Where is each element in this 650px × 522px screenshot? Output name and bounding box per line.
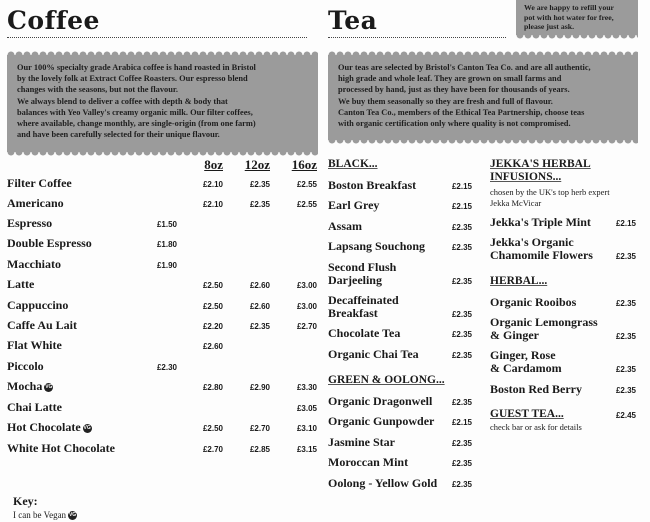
coffee-price-16oz: £3.10 <box>296 424 317 433</box>
coffee-price-16oz: £3.00 <box>296 281 317 290</box>
coffee-item-name: Flat White <box>7 338 62 352</box>
tea-section-heading: GREEN & OOLONG... <box>328 374 445 386</box>
tea-price: £2.15 <box>451 182 472 191</box>
vegan-icon: VG <box>45 383 53 390</box>
coffee-price-12oz: £2.35 <box>249 200 270 209</box>
tea-intro: Our teas are selected by Bristol's Canton Tea Co. and are all authentic, high grade and whole leaf. They are grown on small farms and processed by hand, just as they have been for thousands of years. We buy them seasonally so they are fresh and full of flavour. Canton Tea Co., members of the Ethical Tea Partnership, choose teas with organic certification only where quality is not compromised. <box>338 63 591 129</box>
coffee-intro: Our 100% specialty grade Arabica coffee is hand roasted in Bristol by the lovely folk at Extract Coffee Roasters. Our espresso blend changes with the seasons, but not the flavour. We always blend to deliver a coffee with depth & body that balances with Yeo Valley's creamy organic milk. Our filter coffees, where available, change monthly, are single-origin (from one farm) and have been carefully selected for their unique flavour. <box>17 63 256 140</box>
tea-item-name: Second Flush Darjeeling <box>328 260 397 287</box>
tea-item-name: Organic Gunpowder <box>328 414 435 428</box>
coffee-price-8oz: £2.80 <box>202 383 223 392</box>
coffee-price-16oz: £2.70 <box>296 322 317 331</box>
coffee-price-12oz: £2.90 <box>249 383 270 392</box>
tea-price: £2.35 <box>615 252 636 261</box>
vegan-icon: VG <box>68 511 77 518</box>
tea-price: £2.35 <box>451 439 472 448</box>
coffee-price: £2.30 <box>156 363 177 372</box>
coffee-item-row <box>7 421 92 434</box>
coffee-price-12oz: £2.35 <box>249 180 270 189</box>
tea-item-name: Lapsang Souchong <box>328 239 426 253</box>
tea-item-name: Oolong - Yellow Gold <box>328 476 438 490</box>
tea-intro-box <box>328 55 638 140</box>
coffee-price-8oz: £2.10 <box>202 200 223 209</box>
tea-price: £2.35 <box>615 386 636 395</box>
tea-section-heading: BLACK... <box>328 158 378 170</box>
tea-title: Tea <box>328 6 378 35</box>
coffee-price-8oz: £2.50 <box>202 424 223 433</box>
tea-price: £2.35 <box>451 351 472 360</box>
tea-price: £2.35 <box>451 223 472 232</box>
coffee-price: £1.90 <box>156 261 177 270</box>
tea-price: £2.15 <box>451 202 472 211</box>
coffee-item-name: Caffe Au Lait <box>7 318 77 332</box>
tea-price: £2.35 <box>451 480 472 489</box>
coffee-item-name: White Hot Chocolate <box>7 441 115 455</box>
coffee-price: £1.80 <box>156 240 177 249</box>
tea-item-name: Jasmine Star <box>328 435 395 449</box>
coffee-price-16oz: £2.55 <box>296 180 317 189</box>
coffee-item-name: Chai Latte <box>7 400 62 414</box>
tea-item-name: Earl Grey <box>328 198 380 212</box>
coffee-item-row <box>7 380 53 393</box>
tea-section-heading: JEKKA'S HERBAL INFUSIONS... <box>490 158 591 183</box>
coffee-price-12oz: £2.85 <box>249 445 270 454</box>
tea-item-name: Jekka's Triple Mint <box>490 215 591 229</box>
refill-note-box <box>516 0 638 35</box>
tea-note: check bar or ask for details <box>490 422 582 432</box>
key-text: I can be Vegan <box>13 510 67 520</box>
tea-item-name: Chocolate Tea <box>328 326 401 340</box>
key-label: Key: <box>13 494 38 508</box>
tea-price: £2.35 <box>615 365 636 374</box>
tea-note: chosen by the UK's top herb expert Jekka McVicar <box>490 187 610 208</box>
coffee-item-name: Mocha <box>7 379 43 393</box>
coffee-intro-box <box>7 55 318 152</box>
coffee-item-name: Cappuccino <box>7 298 69 312</box>
coffee-price-16oz: £3.05 <box>296 404 317 413</box>
coffee-item-name: Piccolo <box>7 359 44 373</box>
tea-item-name: Assam <box>328 219 363 233</box>
coffee-price-8oz: £2.10 <box>202 180 223 189</box>
tea-item-name: Jekka's Organic Chamomile Flowers <box>490 235 593 262</box>
coffee-price-12oz: £2.35 <box>249 322 270 331</box>
coffee-item-name: Americano <box>7 196 64 210</box>
coffee-price-12oz: £2.60 <box>249 302 270 311</box>
tea-price: £2.15 <box>451 418 472 427</box>
tea-price: £2.35 <box>451 398 472 407</box>
tea-price: £2.45 <box>615 411 636 420</box>
tea-price: £2.35 <box>451 277 472 286</box>
coffee-item-name: Macchiato <box>7 257 61 271</box>
tea-price: £2.35 <box>451 330 472 339</box>
coffee-price-16oz: £3.30 <box>296 383 317 392</box>
coffee-price-8oz: £2.50 <box>202 281 223 290</box>
size-header-8oz: 8oz <box>204 157 223 172</box>
coffee-title: Coffee <box>7 6 100 35</box>
tea-item-name: Boston Red Berry <box>490 382 582 396</box>
vegan-icon: VG <box>83 424 91 431</box>
coffee-price-12oz: £2.70 <box>249 424 270 433</box>
coffee-price-16oz: £3.00 <box>296 302 317 311</box>
coffee-price-8oz: £2.60 <box>202 342 223 351</box>
coffee-item-name: Hot Chocolate <box>7 420 81 434</box>
coffee-item-name: Double Espresso <box>7 236 92 250</box>
vegan-key <box>7 482 77 522</box>
tea-item-name: Organic Chai Tea <box>328 347 419 361</box>
coffee-price-12oz: £2.60 <box>249 281 270 290</box>
tea-item-name: Moroccan Mint <box>328 455 409 469</box>
coffee-price-8oz: £2.20 <box>202 322 223 331</box>
tea-price: £2.35 <box>615 299 636 308</box>
tea-item-name: Ginger, Rose & Cardamom <box>490 348 562 375</box>
coffee-price-16oz: £3.15 <box>296 445 317 454</box>
coffee-title-rule <box>7 37 307 38</box>
tea-item-name: Organic Rooibos <box>490 295 577 309</box>
coffee-price-8oz: £2.70 <box>202 445 223 454</box>
tea-item-name: Boston Breakfast <box>328 178 417 192</box>
coffee-price-8oz: £2.50 <box>202 302 223 311</box>
tea-price: £2.35 <box>451 243 472 252</box>
tea-section-heading: HERBAL... <box>490 275 548 287</box>
tea-price: £2.35 <box>451 310 472 319</box>
size-header-12oz: 12oz <box>244 157 270 172</box>
coffee-item-name: Latte <box>7 277 35 291</box>
coffee-item-name: Espresso <box>7 216 53 230</box>
tea-title-rule <box>328 37 506 38</box>
coffee-price: £1.50 <box>156 220 177 229</box>
tea-section-heading: GUEST TEA... <box>490 408 564 420</box>
coffee-price-16oz: £2.55 <box>296 200 317 209</box>
tea-item-name: Organic Lemongrass & Ginger <box>490 315 598 342</box>
coffee-item-name: Filter Coffee <box>7 176 72 190</box>
refill-note: We are happy to refill your pot with hot water for free, please just ask. <box>524 3 615 31</box>
tea-item-name: Organic Dragonwell <box>328 394 433 408</box>
tea-price: £2.35 <box>615 332 636 341</box>
tea-price: £2.35 <box>451 459 472 468</box>
tea-price: £2.15 <box>615 219 636 228</box>
tea-item-name: Decaffeinated Breakfast <box>328 293 399 320</box>
size-header-16oz: 16oz <box>291 157 317 172</box>
